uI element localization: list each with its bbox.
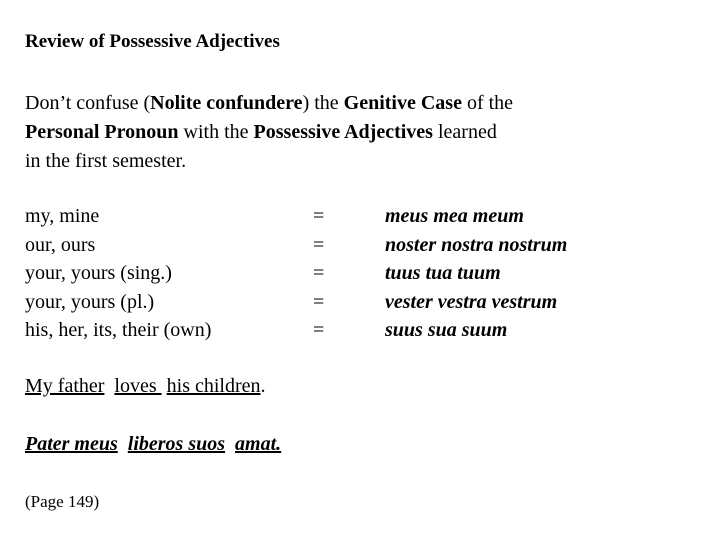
possessive-table bbox=[25, 202, 665, 345]
sentence-object: his children bbox=[166, 375, 261, 397]
intro-line-2 bbox=[25, 118, 685, 147]
latin-example-sentence bbox=[25, 433, 281, 456]
table-row bbox=[25, 288, 665, 317]
english-form: our, ours bbox=[25, 233, 96, 256]
intro-bold-term: Nolite confundere bbox=[150, 92, 303, 114]
intro-paragraph bbox=[25, 89, 685, 176]
intro-bold-term: Possessive Adjectives bbox=[253, 121, 433, 143]
table-row bbox=[25, 231, 665, 260]
intro-text: with the bbox=[178, 121, 254, 143]
sentence-subject: My father bbox=[25, 375, 105, 397]
latin-form: meus mea meum bbox=[385, 205, 524, 227]
intro-text: learned bbox=[432, 121, 497, 143]
sentence-verb: loves bbox=[114, 375, 162, 397]
english-example-sentence bbox=[25, 375, 266, 398]
intro-line-1 bbox=[25, 89, 685, 118]
english-form: your, yours (pl.) bbox=[25, 290, 155, 313]
slide-title: Review of Possessive Adjectives bbox=[25, 31, 280, 52]
intro-text: ) the bbox=[302, 92, 344, 114]
equals-sign: = bbox=[313, 319, 325, 341]
english-form: your, yours (sing.) bbox=[25, 262, 172, 284]
sentence-verb: amat. bbox=[235, 433, 282, 455]
latin-form: vester vestra vestrum bbox=[385, 290, 558, 313]
table-row bbox=[25, 202, 665, 231]
sentence-subject: Pater meus bbox=[25, 433, 118, 455]
equals-sign: = bbox=[313, 290, 325, 313]
intro-text: Don’t confuse ( bbox=[25, 92, 151, 114]
intro-text: of the bbox=[461, 92, 514, 114]
intro-bold-term: Genitive Case bbox=[343, 92, 462, 114]
equals-sign: = bbox=[313, 233, 325, 256]
sentence-object: liberos suos bbox=[127, 433, 226, 455]
english-form: my, mine bbox=[25, 205, 100, 227]
latin-form: tuus tua tuum bbox=[385, 262, 501, 284]
table-row bbox=[25, 259, 665, 288]
intro-bold-term: Personal Pronoun bbox=[25, 121, 179, 143]
latin-form: noster nostra nostrum bbox=[385, 233, 568, 256]
intro-line-3: in the first semester. bbox=[25, 150, 187, 172]
page-reference: (Page 149) bbox=[25, 492, 100, 511]
english-form: his, her, its, their (own) bbox=[25, 319, 212, 341]
latin-form: suus sua suum bbox=[385, 319, 508, 341]
equals-sign: = bbox=[313, 262, 325, 284]
table-row bbox=[25, 316, 665, 345]
sentence-period: . bbox=[260, 375, 266, 397]
equals-sign: = bbox=[313, 205, 325, 227]
